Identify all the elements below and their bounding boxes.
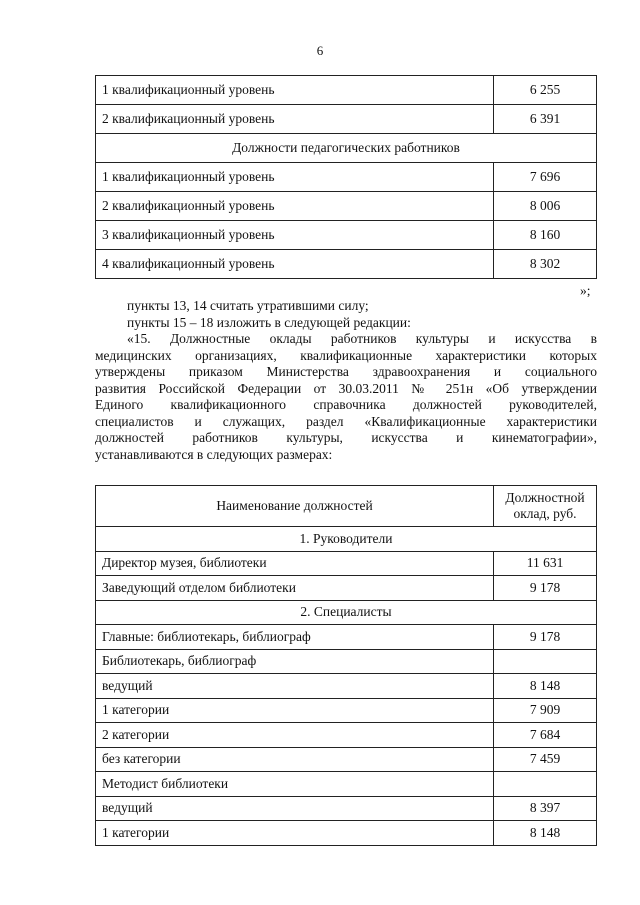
table-row bbox=[96, 551, 597, 576]
header-salary bbox=[494, 486, 597, 527]
table-row bbox=[96, 821, 597, 846]
header-salary-line: оклад, руб. bbox=[513, 506, 577, 521]
position-name: 2 квалификационный уровень bbox=[96, 192, 494, 221]
position-name: Методист библиотеки bbox=[96, 772, 494, 797]
salary-value: 7 459 bbox=[494, 747, 597, 772]
position-name: 4 квалификационный уровень bbox=[96, 250, 494, 279]
salary-value: 7 909 bbox=[494, 698, 597, 723]
salary-value: 11 631 bbox=[494, 551, 597, 576]
table-row bbox=[96, 163, 597, 192]
table-row bbox=[96, 576, 597, 601]
table-header-row bbox=[96, 486, 597, 527]
salary-value: 8 148 bbox=[494, 821, 597, 846]
salary-value: 8 160 bbox=[494, 221, 597, 250]
table-row bbox=[96, 221, 597, 250]
position-name: ведущий bbox=[96, 796, 494, 821]
position-name: Библиотекарь, библиограф bbox=[96, 649, 494, 674]
position-name: 2 квалификационный уровень bbox=[96, 105, 494, 134]
salary-value: 6 391 bbox=[494, 105, 597, 134]
salary-value: 6 255 bbox=[494, 76, 597, 105]
paragraph-line: устанавливаются в следующих размерах: bbox=[95, 446, 333, 462]
table-row bbox=[96, 772, 597, 797]
header-salary-line: Должностной bbox=[505, 490, 585, 505]
paragraph-line: утверждены приказом Министерства здравоохранения и социального bbox=[95, 364, 597, 379]
table-row bbox=[96, 649, 597, 674]
paragraph-line: развития Российской Федерации от 30.03.2011 № 251н «Об утверждении bbox=[95, 380, 597, 396]
header-position-name: Наименование должностей bbox=[96, 486, 494, 527]
section-title: 1. Руководители bbox=[96, 527, 597, 552]
paragraph-item-15 bbox=[95, 331, 597, 463]
section-title: 2. Специалисты bbox=[96, 600, 597, 625]
position-name: Директор музея, библиотеки bbox=[96, 551, 494, 576]
closing-quote-mark: »; bbox=[580, 283, 591, 298]
table-row bbox=[96, 723, 597, 748]
salary-table-1 bbox=[95, 75, 597, 279]
position-name: без категории bbox=[96, 747, 494, 772]
paragraph-line: «15. Должностные оклады работников культуры и искусства в bbox=[127, 331, 597, 346]
table-section-row bbox=[96, 527, 597, 552]
position-name: Заведующий отделом библиотеки bbox=[96, 576, 494, 601]
position-name: 2 категории bbox=[96, 723, 494, 748]
position-name: 1 категории bbox=[96, 698, 494, 723]
table-row bbox=[96, 76, 597, 105]
table-row bbox=[96, 747, 597, 772]
position-name: ведущий bbox=[96, 674, 494, 699]
paragraph-line: должностей работников культуры, искусства и кинематографии», bbox=[95, 430, 597, 445]
position-name: 1 квалификационный уровень bbox=[96, 76, 494, 105]
position-name: 1 квалификационный уровень bbox=[96, 163, 494, 192]
position-name: 3 квалификационный уровень bbox=[96, 221, 494, 250]
section-title: Должности педагогических работников bbox=[96, 134, 597, 163]
salary-value: 8 302 bbox=[494, 250, 597, 279]
paragraph-items-13-14: пункты 13, 14 считать утратившими силу; bbox=[127, 298, 369, 313]
paragraph-line: специалистов и служащих, раздел «Квалификационные характеристики bbox=[95, 413, 597, 429]
salary-value: 8 397 bbox=[494, 796, 597, 821]
table-row bbox=[96, 105, 597, 134]
paragraph-line: Единого квалификационного справочника должностей руководителей, bbox=[95, 397, 597, 412]
table-row bbox=[96, 250, 597, 279]
salary-value bbox=[494, 649, 597, 674]
salary-value: 9 178 bbox=[494, 625, 597, 650]
position-name: 1 категории bbox=[96, 821, 494, 846]
table-section-row bbox=[96, 600, 597, 625]
salary-value: 7 696 bbox=[494, 163, 597, 192]
salary-table-2 bbox=[95, 485, 597, 846]
salary-value bbox=[494, 772, 597, 797]
table-row bbox=[96, 796, 597, 821]
paragraph-line: медицинских организациях, квалификационные характеристики которых bbox=[95, 347, 597, 363]
table-row bbox=[96, 625, 597, 650]
position-name: Главные: библиотекарь, библиограф bbox=[96, 625, 494, 650]
table-section-row bbox=[96, 134, 597, 163]
table-row bbox=[96, 192, 597, 221]
salary-value: 7 684 bbox=[494, 723, 597, 748]
table-row bbox=[96, 674, 597, 699]
salary-value: 8 148 bbox=[494, 674, 597, 699]
paragraph-items-15-18: пункты 15 – 18 изложить в следующей редакции: bbox=[127, 315, 411, 330]
salary-value: 9 178 bbox=[494, 576, 597, 601]
page-number: 6 bbox=[316, 43, 324, 58]
salary-value: 8 006 bbox=[494, 192, 597, 221]
table-row bbox=[96, 698, 597, 723]
